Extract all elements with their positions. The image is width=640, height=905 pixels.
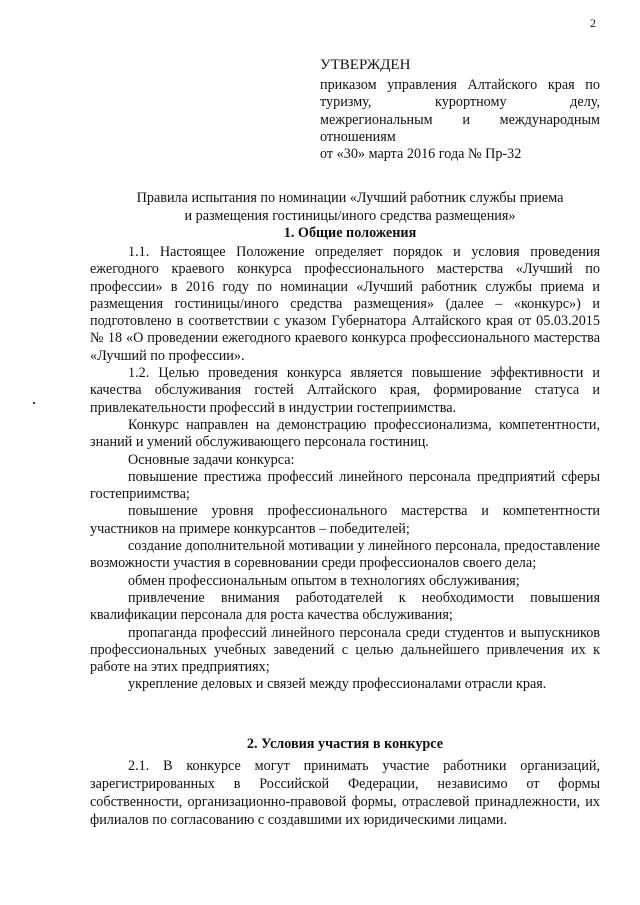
paragraph: Конкурс направлен на демонстрацию профессионализма, компетентности, знаний и умений обслуживающего персонала гостиниц. (90, 416, 600, 451)
title-line: и размещения гостиницы/иного средства размещения» (184, 207, 516, 224)
approval-stamp: УТВЕРЖДЕН (320, 57, 411, 73)
paragraph: Основные задачи конкурса: (128, 451, 295, 468)
list-item: привлечение внимания работодателей к необходимости повышения квалификации персонала для роста качества обслуживания; (90, 589, 600, 624)
paragraph: 2.1. В конкурсе могут принимать участие работники организаций, зарегистрированных в Российской Федерации, независимо от формы собственности, организационно-правовой формы, отраслевой принадлежности, их филиалов по согласованию с создавшими их юридическими лицами. (90, 758, 600, 828)
section-1-body (90, 244, 600, 694)
section-2-body (90, 757, 600, 829)
list-item: повышение уровня профессионального мастерства и компетентности участников на примере конкурсантов – победителей; (90, 503, 600, 537)
paragraph: 1.1. Настоящее Положение определяет порядок и условия проведения ежегодного краевого конкурса профессионального мастерства «Лучший по профессии» в 2016 году по номинации «Лучший работник службы приема и размещения гостиницы/иного средства размещения» (далее – «конкурс») и подготовлено в соответствии с указом Губернатора Алтайского края от 05.03.2015 № 18 «О проведении ежегодного краевого конкурса профессионального мастерства «Лучший по профессии». (90, 244, 600, 364)
list-item: повышение престижа профессий линейного персонала предприятий сферы гостеприимства; (90, 468, 600, 503)
approval-line: от «30» марта 2016 года № Пр-32 (320, 146, 522, 163)
section-heading: 1. Общие положения (283, 225, 417, 241)
list-item: создание дополнительной мотивации у линейного персонала, предоставление возможности участия в соревновании среди профессионалов своего дела; (90, 538, 600, 572)
title-line: Правила испытания по номинации «Лучший работник службы приема (136, 190, 564, 206)
approval-line: отношениям (320, 128, 396, 145)
list-item: обмен профессиональным опытом в технологиях обслуживания; (128, 572, 520, 589)
page-number: 2 (590, 16, 596, 30)
list-item: укрепление деловых и связей между профессионалами отрасли края. (128, 676, 547, 693)
document-title (100, 190, 600, 243)
paragraph: 1.2. Целью проведения конкурса является повышение эффективности и качества обслуживания гостей Алтайского края, формирование статуса и привлекательности профессий в индустрии гостеприимства. (90, 365, 600, 416)
section-heading: 2. Условия участия в конкурсе (246, 736, 444, 752)
approval-line: приказом управления Алтайского края по (320, 77, 600, 94)
scan-speck (33, 402, 35, 404)
approval-line: межрегиональным и международным (320, 111, 600, 128)
approval-block (320, 57, 600, 163)
list-item: пропаганда профессий линейного персонала среди студентов и выпускников профессиональных учебных заведений с целью дальнейшего привлечения их к работе на этих предприятиях; (90, 624, 600, 676)
approval-line: туризму, курортному делу, (320, 94, 600, 111)
